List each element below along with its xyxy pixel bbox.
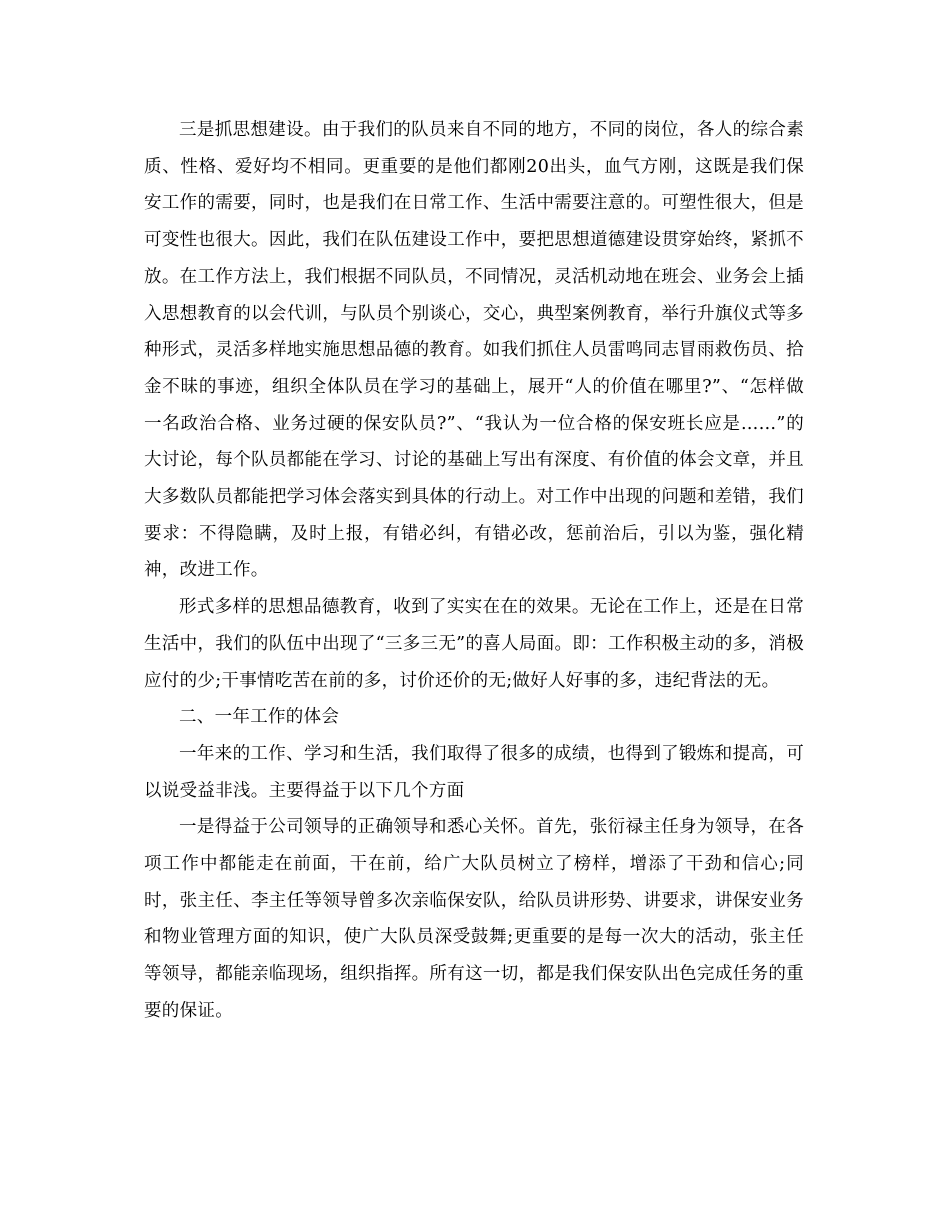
document-body — [144, 112, 804, 1030]
paragraph-education-results: 形式多样的思想品德教育，收到了实实在在的效果。无论在工作上，还是在日常生活中，我们的队伍中出现了“三多三无”的喜人局面。即：工作积极主动的多，消极应付的少;干事情吃苦在前的多，讨价还价的无;做好人好事的多，违纪背法的无。 — [144, 597, 804, 691]
paragraph-thought-building: 三是抓思想建设。由于我们的队员来自不同的地方，不同的岗位，各人的综合素质、性格、爱好均不相同。更重要的是他们都刚20出头，血气方刚，这既是我们保安工作的需要，同时，也是我们在日常工作、生活中需要注意的。可塑性很大，但是可变性也很大。因此，我们在队伍建设工作中，要把思想道德建设贯穿始终，紧抓不放。在工作方法上，我们根据不同队员，不同情况，灵活机动地在班会、业务会上插入思想教育的以会代训，与队员个别谈心，交心，典型案例教育，举行升旗仪式等多种形式，灵活多样地实施思想品德的教育。如我们抓住人员雷鸣同志冒雨救伤员、拾金不昧的事迹，组织全体队员在学习的基础上，展开“人的价值在哪里?”、“怎样做一名政治合格、业务过硬的保安队员?”、“我认为一位合格的保安班长应是……”的大讨论，每个队员都能在学习、讨论的基础上写出有深度、有价值的体会文章，并且大多数队员都能把学习体会落实到具体的行动上。对工作中出现的问题和差错，我们要求：不得隐瞒，及时上报，有错必纠，有错必改，惩前治后，引以为鉴，强化精神，改进工作。 — [144, 120, 804, 581]
section-heading-experience: 二、一年工作的体会 — [179, 707, 340, 728]
paragraph-experience-intro: 一年来的工作、学习和生活，我们取得了很多的成绩，也得到了锻炼和提高，可以说受益非浅。主要得益于以下几个方面 — [144, 743, 804, 801]
paragraph-leadership: 一是得益于公司领导的正确领导和悉心关怀。首先，张衍禄主任身为领导，在各项工作中都能走在前面，干在前，给广大队员树立了榜样，增添了干劲和信心;同时，张主任、李主任等领导曾多次亲临保安队，给队员讲形势、讲要求，讲保安业务和物业管理方面的知识，使广大队员深受鼓舞;更重要的是每一次大的活动，张主任等领导，都能亲临现场，组织指挥。所有这一切，都是我们保安队出色完成任务的重要的保证。 — [144, 817, 804, 1021]
